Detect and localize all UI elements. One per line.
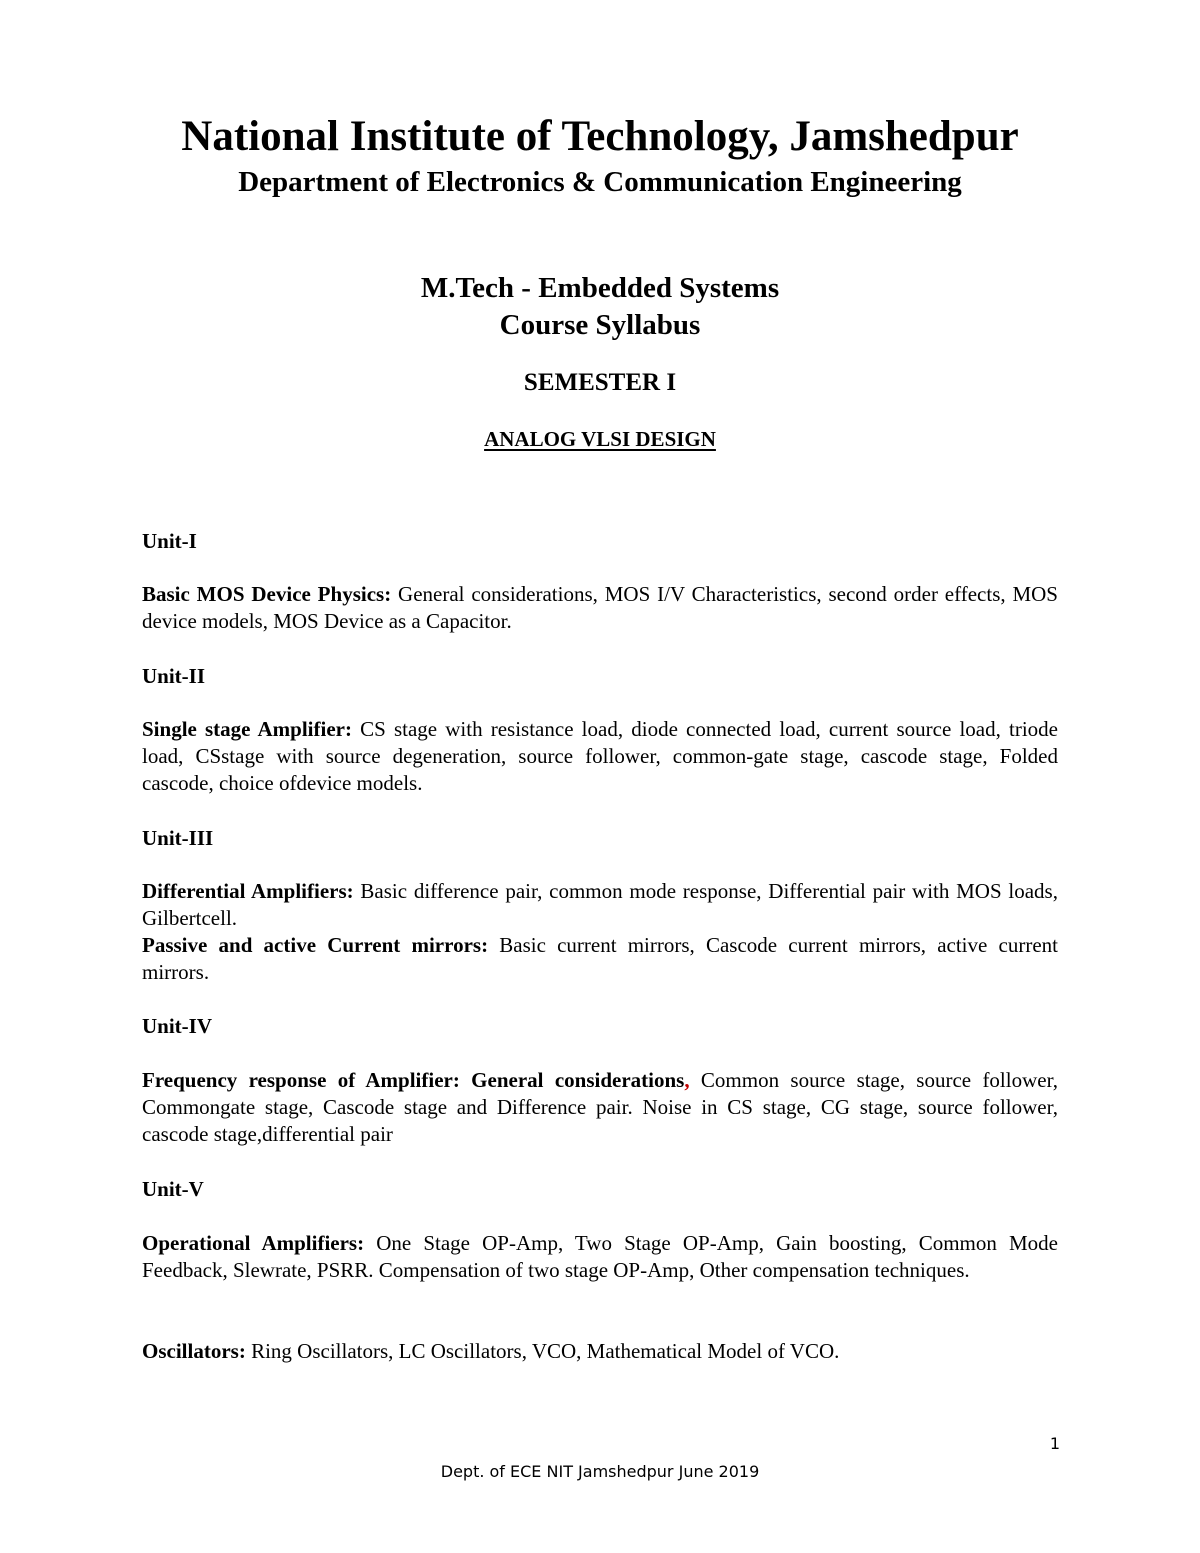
topic-paragraph	[142, 716, 1058, 797]
unit-content	[142, 878, 1058, 986]
unit-heading: Unit-IV	[142, 1014, 213, 1038]
subject-title: ANALOG VLSI DESIGN	[484, 427, 716, 451]
page-footer: Dept. of ECE NIT Jamshedpur June 2019	[440, 1462, 760, 1481]
topic-paragraph	[142, 581, 1058, 635]
course-syllabus-title: Course Syllabus	[499, 309, 701, 341]
topic-text: Basic difference pair, common mode response, Differential pair with MOS loads, Gilbertcell.	[142, 879, 1058, 930]
topic-label: Operational Amplifiers:	[142, 1231, 365, 1255]
topic-paragraph	[142, 1067, 1058, 1148]
unit-content	[142, 1067, 1058, 1148]
topic-text: Common source stage, source follower, Commongate stage, Cascode stage and Difference pair. Noise in CS stage, CG stage, source follower, cascode stage,differential pair	[142, 1068, 1058, 1146]
institute-title: National Institute of Technology, Jamshedpur	[181, 113, 1019, 160]
topic-paragraph	[142, 878, 1058, 932]
topic-text: Ring Oscillators, LC Oscillators, VCO, Mathematical Model of VCO.	[245, 1339, 840, 1363]
topic-label: Basic MOS Device Physics:	[142, 582, 392, 606]
topic-paragraph	[142, 932, 1058, 986]
topic-paragraph	[142, 1338, 1058, 1365]
unit-content	[142, 1230, 1058, 1284]
unit-content	[142, 1338, 1058, 1365]
accent-comma: ,	[684, 1068, 690, 1092]
unit-heading: Unit-V	[142, 1177, 204, 1201]
topic-paragraph	[142, 1230, 1058, 1284]
topic-label: Frequency response of Amplifier: General considerations	[142, 1068, 685, 1092]
page-number: 1	[1049, 1434, 1060, 1453]
unit-heading: Unit-II	[142, 664, 206, 688]
unit-heading: Unit-III	[142, 826, 214, 850]
topic-label: Oscillators:	[142, 1339, 246, 1363]
topic-text: General considerations, MOS I/V Characteristics, second order effects, MOS device models, MOS Device as a Capacitor.	[142, 582, 1058, 633]
topic-label: Single stage Amplifier:	[142, 717, 352, 741]
semester-title: SEMESTER I	[523, 369, 677, 396]
unit-heading: Unit-I	[142, 529, 197, 553]
topic-text: One Stage OP-Amp, Two Stage OP-Amp, Gain boosting, Common Mode Feedback, Slewrate, PSRR. Compensation of two stage OP-Amp, Other compensation techniques.	[142, 1231, 1059, 1282]
topic-label: Differential Amplifiers:	[142, 879, 354, 903]
unit-content	[142, 716, 1058, 797]
unit-content	[142, 581, 1058, 635]
topic-label: Passive and active Current mirrors:	[142, 933, 489, 957]
topic-text: CS stage with resistance load, diode connected load, current source load, triode load, CSstage with source degeneration, source follower, common-gate stage, cascode stage, Folded cascode, choice ofdevice models.	[142, 717, 1058, 795]
department-title: Department of Electronics & Communication Engineering	[238, 166, 962, 198]
program-title: M.Tech - Embedded Systems	[420, 272, 780, 304]
topic-text: Basic current mirrors, Cascode current mirrors, active current mirrors.	[142, 933, 1058, 984]
